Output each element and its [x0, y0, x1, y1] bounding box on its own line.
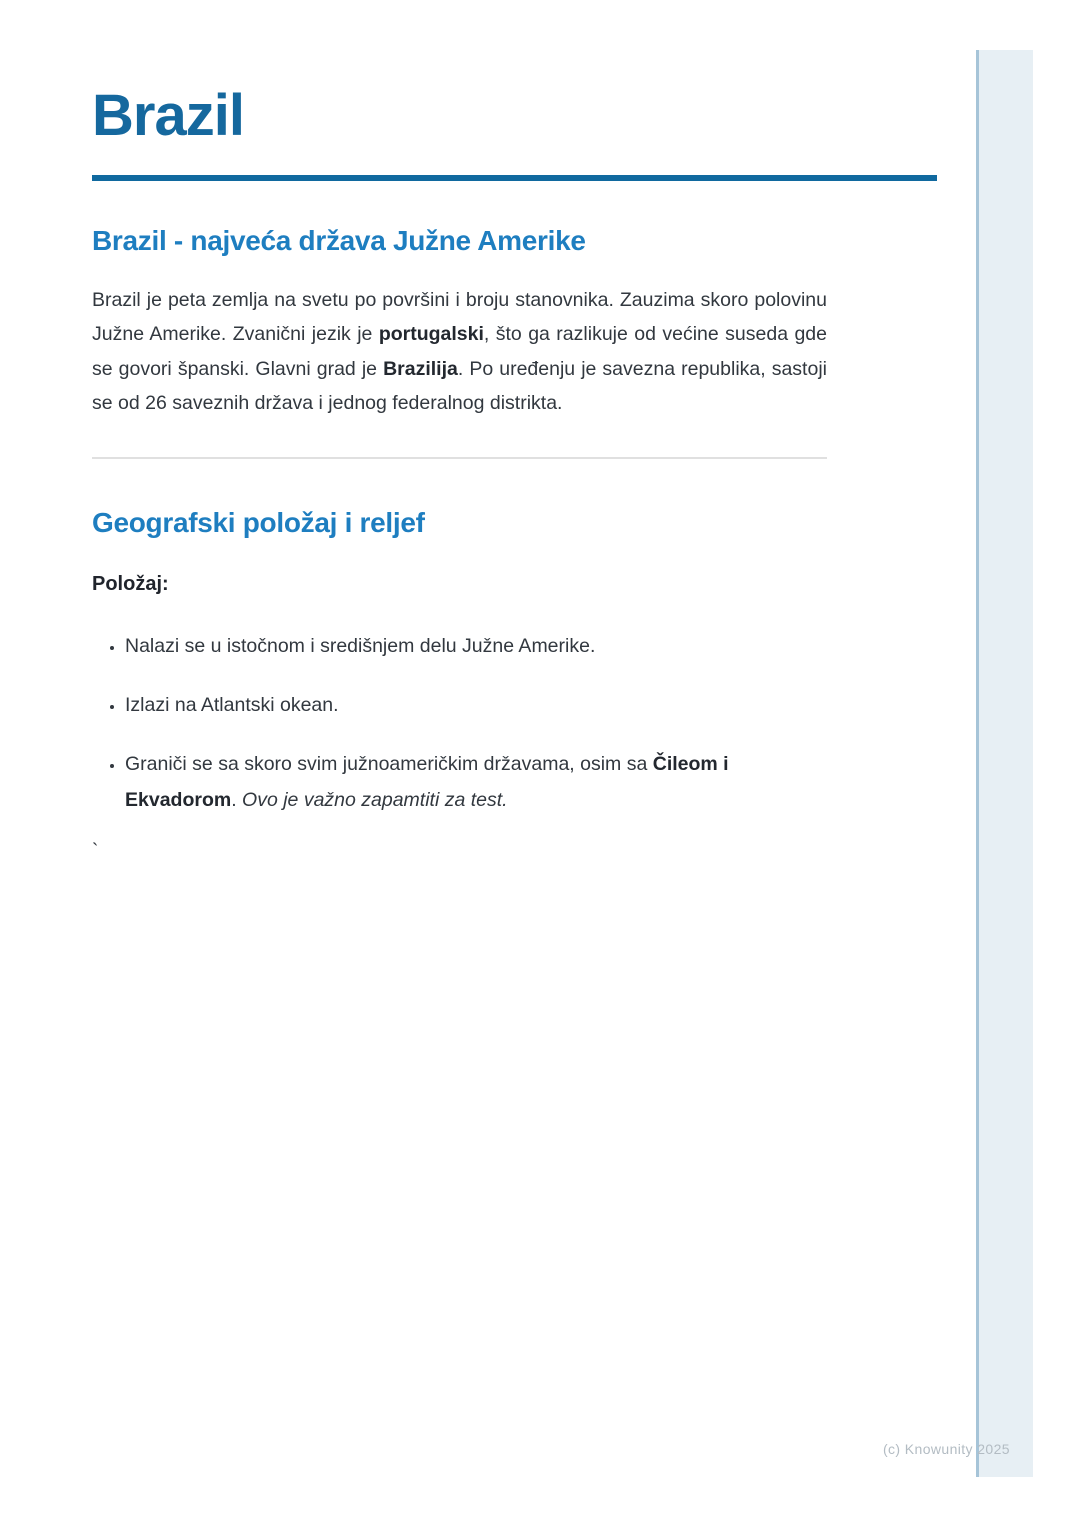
section-heading-overview: Brazil - najveća država Južne Amerike	[92, 224, 586, 256]
stray-backtick: `	[92, 840, 99, 862]
intro-bold-brazilija: Brazilija	[383, 357, 458, 380]
document-content	[92, 0, 827, 863]
footer-copyright: (c) Knowunity 2025	[882, 1441, 1010, 1457]
section-heading-geography: Geografski položaj i reljef	[92, 506, 425, 538]
bullet3-text-1: Graniči se sa skoro svim južnoameričkim državama, osim sa	[125, 752, 653, 775]
bullet3-italic-note: Ovo je važno zapamtiti za test.	[242, 788, 508, 811]
page-title: Brazil	[92, 83, 244, 148]
bullet-list	[92, 628, 827, 818]
intro-bold-portugalski: portugalski	[378, 323, 484, 346]
bullet3-bold: Čileom i Ekvadorom	[125, 752, 729, 811]
list-item: • Izlazi na Atlantski okean.	[125, 687, 827, 723]
title-underline-rule	[92, 175, 937, 181]
bullet3-text-2: .	[231, 788, 243, 811]
intro-paragraph	[92, 283, 827, 421]
intro-text-2: , što ga razlikuje od većine suseda gde se govori španski. Glavni grad je	[92, 323, 828, 380]
intro-text-1: Brazil je peta zemlja na svetu po površini i broju stanovnika. Zauzima skoro polovinu Južne Amerike. Zvanični jezik je	[92, 288, 827, 346]
right-margin-strip	[976, 50, 1033, 1477]
intro-text-3: . Po uređenju je savezna republika, sastoji se od 26 saveznih država i jednog federalnog distrikta.	[92, 357, 827, 415]
section-divider	[92, 457, 827, 459]
sub-label-polozaj: Položaj:	[92, 572, 169, 595]
list-item: • Nalazi se u istočnom i središnjem delu Južne Amerike.	[125, 628, 827, 664]
list-item	[125, 746, 827, 818]
